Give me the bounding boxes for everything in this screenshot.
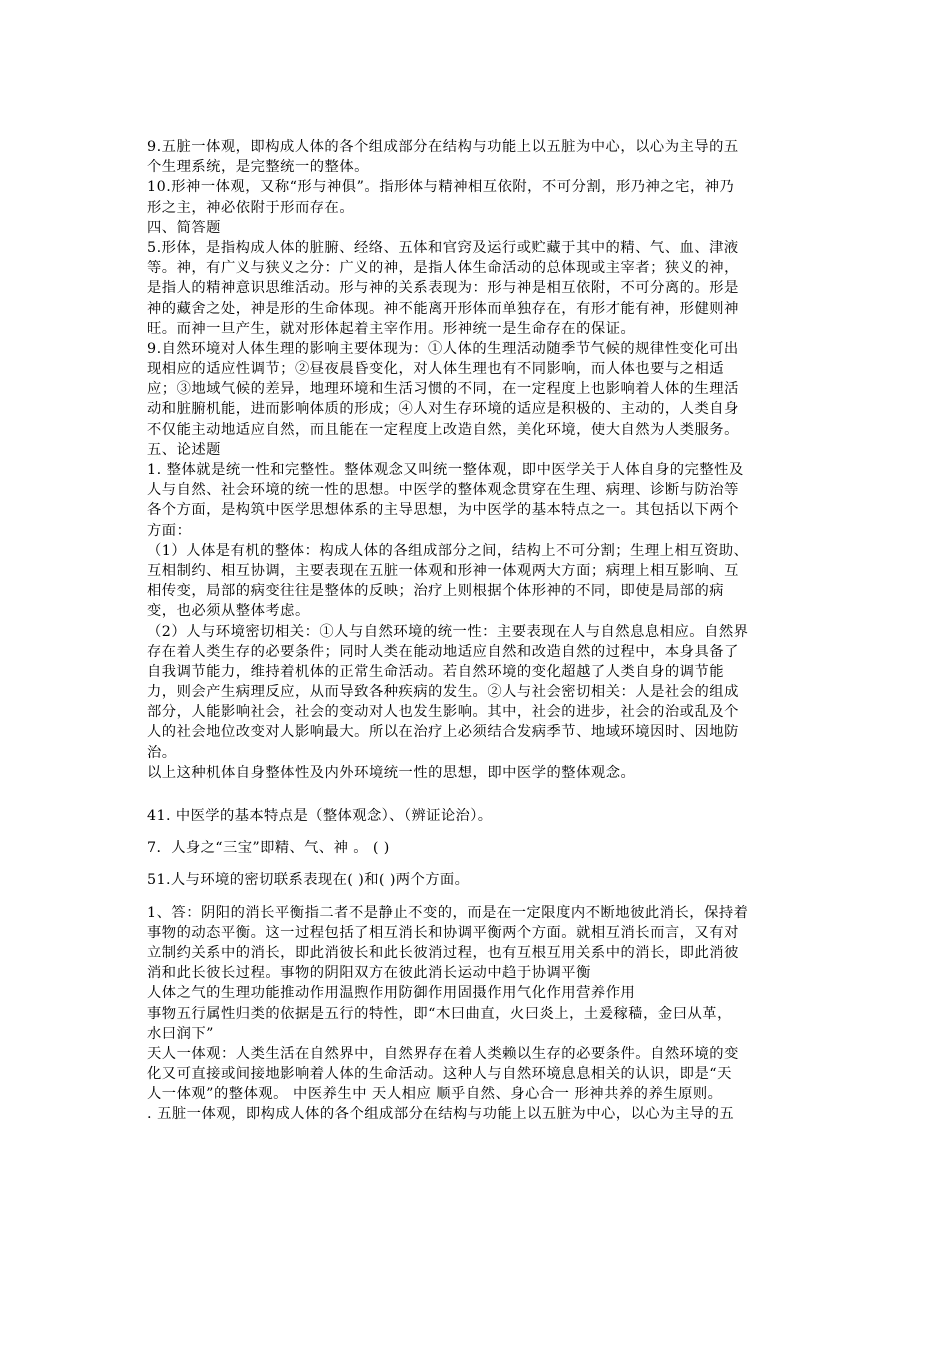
answer-block-main bbox=[147, 137, 837, 783]
text-line: 五、论述题 bbox=[147, 441, 221, 458]
text-line: 1. 整体就是统一性和完整性。整体观念又叫统一整体观，即中医学关于人体自身的完整性及 bbox=[147, 462, 744, 478]
text-line: 不仅能主动地适应自然，而且能在一定程度上改造自然，美化环境，使大自然为人类服务。 bbox=[147, 421, 739, 438]
text-line: 力，则会产生病理反应，从而导致各种疾病的发生。②人与社会密切相关：人是社会的组成 bbox=[147, 684, 739, 701]
spacer bbox=[147, 826, 837, 838]
text-line: 人一体观”的整体观。 中医养生中 天人相应 顺乎自然、身心合一 形神共养的养生原则。 bbox=[147, 1086, 723, 1103]
text-line: 立制约关系中的消长，即此消彼长和此长彼消过程，也有互根互用关系中的消长，即此消彼 bbox=[147, 944, 739, 961]
text-line: 动和脏腑机能，进而影响体质的形成；④人对生存环境的适应是积极的、主动的，人类自身 bbox=[147, 401, 739, 418]
document-body bbox=[147, 137, 837, 1125]
text-line: 部分，人能影响社会，社会的变动对人也发生影响。其中，社会的进步，社会的治或乱及个 bbox=[147, 704, 739, 721]
text-line: 天人一体观：人类生活在自然界中，自然界存在着人类赖以生存的必要条件。自然环境的变 bbox=[147, 1045, 739, 1062]
text-line: 神的藏舍之处，神是形的生命体现。神不能离开形体而单独存在，有形才能有神，形健则神 bbox=[147, 300, 739, 317]
question-7: 7．人身之“三宝”即精、气、神 。 ( ) bbox=[147, 840, 390, 857]
text-line: 以上这种机体自身整体性及内外环境统一性的思想，即中医学的整体观念。 bbox=[147, 764, 636, 781]
answer-block-extra bbox=[147, 903, 837, 1125]
text-line: 化又可直接或间接地影响着人体的生命活动。这种人与自然环境息息相关的认识，即是“天 bbox=[147, 1066, 732, 1083]
text-line: 自我调节能力，维持着机体的正常生命活动。若自然环境的变化超越了人类自身的调节能 bbox=[147, 663, 725, 680]
text-line: 方面： bbox=[147, 522, 192, 539]
text-line: . 五脏一体观，即构成人体的各个组成部分在结构与功能上以五脏为中心，以心为主导的五 bbox=[147, 1106, 735, 1123]
text-line: 各个方面，是构筑中医学思想体系的主导思想，为中医学的基本特点之一。其包括以下两个 bbox=[147, 502, 739, 519]
text-line: 水曰润下” bbox=[147, 1025, 214, 1042]
text-line: 旺。而神一旦产生，就对形体起着主宰作用。形神统一是生命存在的保证。 bbox=[147, 320, 636, 337]
text-line: 治。 bbox=[147, 744, 177, 761]
text-line: （1）人体是有机的整体：构成人体的各组成部分之间，结构上不可分割；生理上相互资助、 bbox=[147, 542, 749, 559]
text-line: 人的社会地位改变对人影响最大。所以在治疗上必须结合发病季节、地域环境因时、因地防 bbox=[147, 724, 739, 741]
spacer bbox=[147, 858, 837, 870]
question-41: 41. 中医学的基本特点是（整体观念）、（辨证论治）。 bbox=[147, 808, 493, 824]
spacer bbox=[147, 783, 837, 806]
text-line: 9.五脏一体观，即构成人体的各个组成部分在结构与功能上以五脏为中心，以心为主导的五 bbox=[147, 139, 739, 155]
text-line: 存在着人类生存的必要条件；同时人类在能动地适应自然和改造自然的过程中，本身具备了 bbox=[147, 643, 739, 660]
text-line: 个生理系统，是完整统一的整体。 bbox=[147, 159, 369, 176]
text-line: 人体之气的生理功能推动作用温煦作用防御作用固摄作用气化作用营养作用 bbox=[147, 985, 636, 1002]
text-line: 9.自然环境对人体生理的影响主要体现为：①人体的生理活动随季节气候的规律性变化可出 bbox=[147, 340, 739, 357]
text-line: 形之主，神必依附于形而存在。 bbox=[147, 199, 355, 216]
spacer bbox=[147, 891, 837, 903]
text-line: （2）人与环境密切相关：①人与自然环境的统一性：主要表现在人与自然息息相应。自然界 bbox=[147, 623, 749, 640]
text-line: 四、简答题 bbox=[147, 219, 221, 236]
text-line: 事物的动态平衡。这一过程包括了相互消长和协调平衡两个方面。就相互消长而言，又有对 bbox=[147, 924, 739, 941]
text-line: 事物五行属性归类的依据是五行的特性，即“木曰曲直，火曰炎上，土爰稼穑，金曰从革， bbox=[147, 1005, 732, 1022]
text-line: 消和此长彼长过程。事物的阴阳双方在彼此消长运动中趋于协调平衡 bbox=[147, 965, 591, 982]
text-line: 现相应的适应性调节；②昼夜晨昏变化，对人体生理也有不同影响，而人体也要与之相适 bbox=[147, 361, 725, 378]
text-line: 变，也必须从整体考虑。 bbox=[147, 603, 310, 620]
question-51: 51.人与环境的密切联系表现在( )和( )两个方面。 bbox=[147, 872, 470, 889]
text-line: 是指人的精神意识思维活动。形与神的关系表现为：形与神是相互依附，不可分离的。形是 bbox=[147, 280, 739, 297]
text-line: 10.形神一体观，又称“形与神俱”。指形体与精神相互依附，不可分割，形乃神之宅，神乃 bbox=[147, 179, 735, 196]
text-line: 互相制约、相互协调，主要表现在五脏一体观和形神一体观两大方面；病理上相互影响、互 bbox=[147, 562, 739, 579]
text-line: 人与自然、社会环境的统一性的思想。中医学的整体观念贯穿在生理、病理、诊断与防治等 bbox=[147, 482, 739, 499]
text-line: 1、答：阴阳的消长平衡指二者不是静止不变的，而是在一定限度内不断地彼此消长，保持着 bbox=[147, 904, 749, 921]
text-line: 相传变，局部的病变往往是整体的反映；治疗上则根据个体形神的不同，即使是局部的病 bbox=[147, 583, 725, 600]
text-line: 等。神，有广义与狭义之分：广义的神，是指人体生命活动的总体现或主宰者；狭义的神， bbox=[147, 260, 739, 277]
text-line: 5.形体，是指构成人体的脏腑、经络、五体和官窍及运行或贮藏于其中的精、气、血、津液 bbox=[147, 239, 739, 256]
text-line: 应；③地域气候的差异，地理环境和生活习惯的不同，在一定程度上也影响着人体的生理活 bbox=[147, 381, 739, 398]
